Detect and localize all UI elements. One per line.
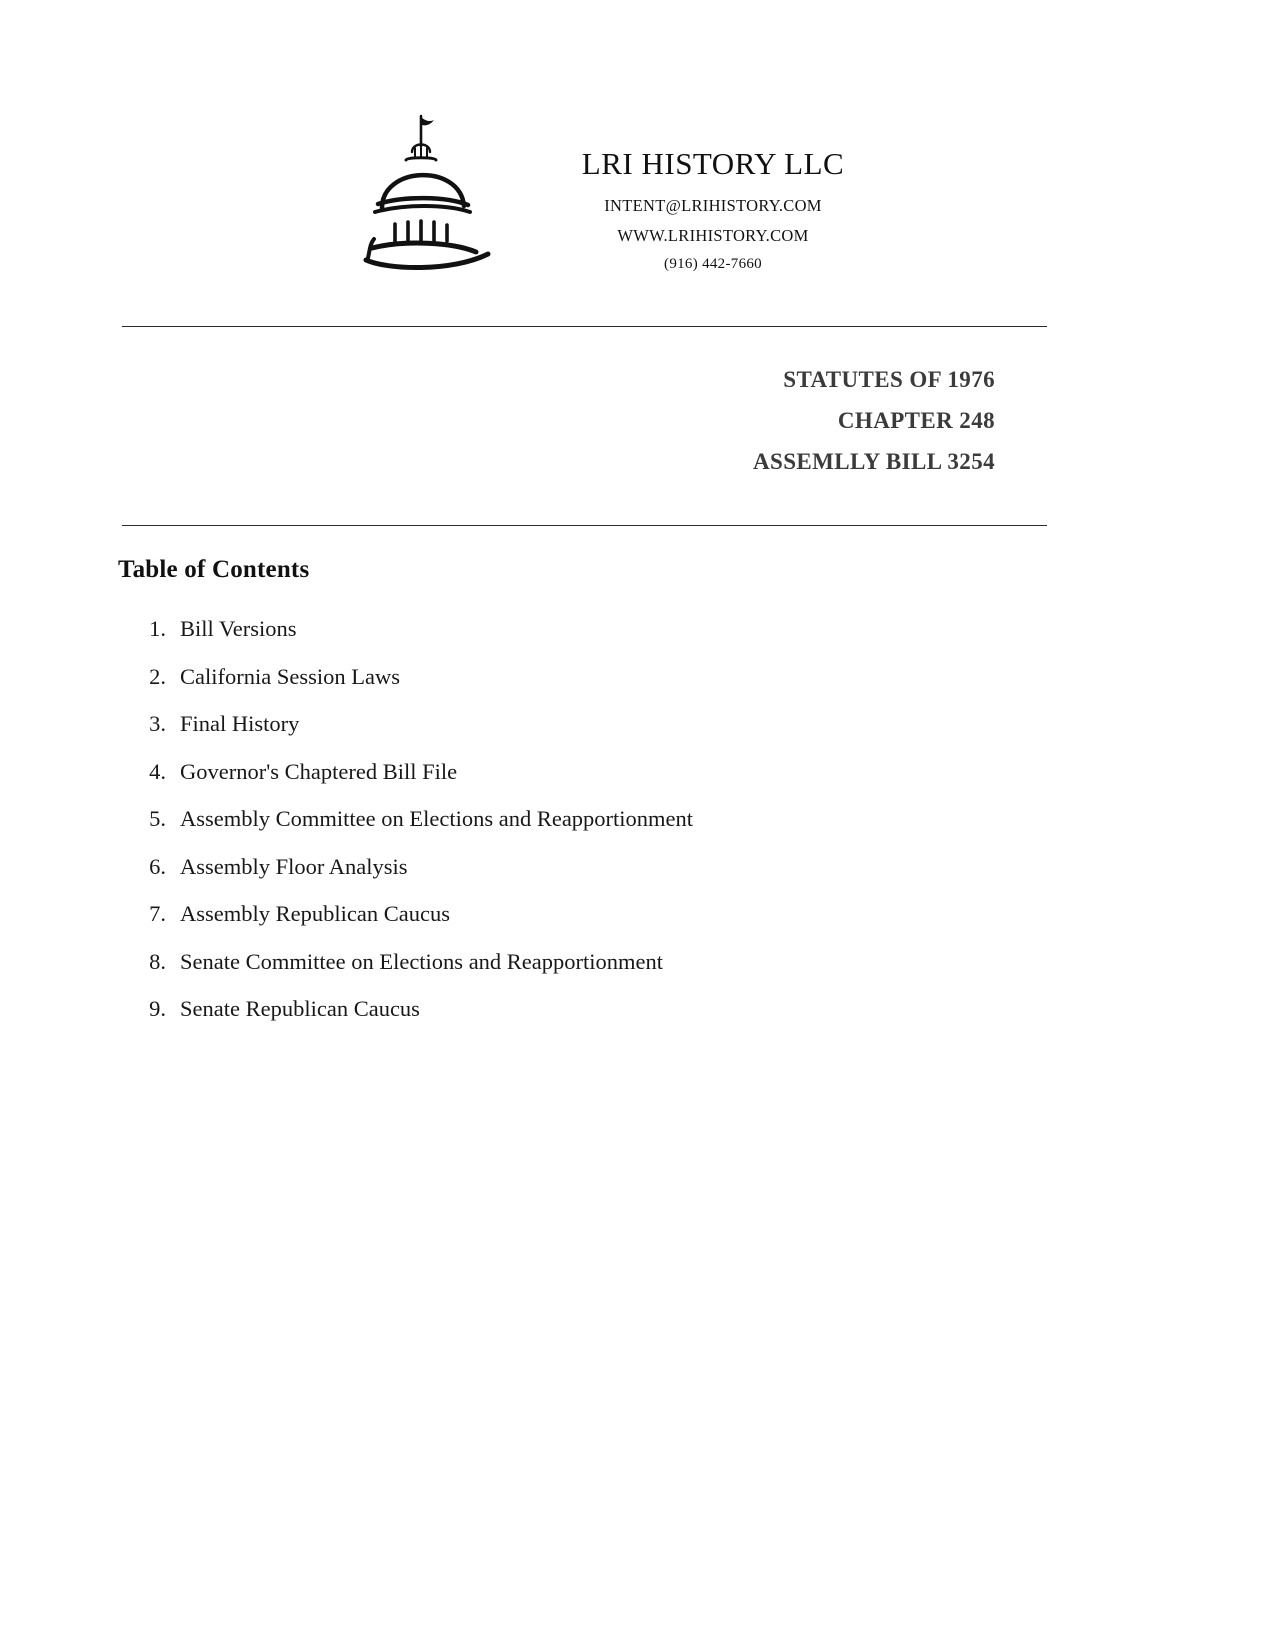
divider-top bbox=[122, 326, 1047, 327]
letterhead bbox=[0, 108, 1276, 278]
statutes-line: STATUTES OF 1976 bbox=[783, 367, 995, 392]
company-name: LRI HISTORY LLC bbox=[581, 146, 845, 181]
list-item-label: Senate Committee on Elections and Reapportionment bbox=[180, 948, 664, 974]
list-item bbox=[118, 713, 1068, 761]
list-item-label: Assembly Republican Caucus bbox=[180, 901, 450, 926]
list-item bbox=[118, 903, 1068, 951]
list-item bbox=[118, 998, 1068, 1046]
list-item bbox=[118, 808, 1068, 856]
company-email: INTENT@LRIHISTORY.COM bbox=[604, 196, 822, 215]
list-item-number: 6. bbox=[149, 853, 166, 879]
list-item bbox=[118, 948, 1068, 999]
list-item-label: Bill Versions bbox=[180, 616, 297, 641]
list-item-number: 2. bbox=[149, 663, 166, 689]
bill-line: ASSEMLLY BILL 3254 bbox=[753, 448, 995, 474]
list-item-label: Assembly Floor Analysis bbox=[180, 853, 408, 879]
capitol-dome-logo-icon bbox=[348, 108, 498, 278]
list-item-number: 3. bbox=[149, 711, 166, 736]
list-item-number: 8. bbox=[149, 948, 166, 974]
list-item-number: 1. bbox=[149, 616, 166, 641]
letterhead-text bbox=[498, 108, 928, 273]
list-item-number: 5. bbox=[149, 806, 166, 831]
company-website: WWW.LRIHISTORY.COM bbox=[617, 226, 809, 245]
list-item-number: 4. bbox=[149, 758, 166, 784]
list-item-number: 9. bbox=[149, 996, 166, 1021]
list-item-number: 7. bbox=[149, 901, 166, 926]
chapter-line: CHAPTER 248 bbox=[837, 407, 995, 433]
list-item bbox=[118, 758, 1068, 809]
list-item bbox=[118, 663, 1068, 714]
table-of-contents-list bbox=[118, 618, 1068, 1046]
list-item-label: Assembly Committee on Elections and Reapportionment bbox=[180, 806, 694, 831]
list-item-label: Final History bbox=[180, 711, 300, 736]
document-title-block bbox=[122, 360, 995, 483]
company-phone: (916) 442-7660 bbox=[664, 256, 762, 272]
list-item-label: Senate Republican Caucus bbox=[180, 996, 420, 1021]
list-item bbox=[118, 618, 1068, 666]
list-item-label: California Session Laws bbox=[180, 663, 400, 689]
list-item-label: Governor's Chaptered Bill File bbox=[180, 758, 458, 784]
list-item bbox=[118, 853, 1068, 904]
divider-bottom bbox=[122, 525, 1047, 526]
page-title: Table of Contents bbox=[118, 556, 310, 583]
